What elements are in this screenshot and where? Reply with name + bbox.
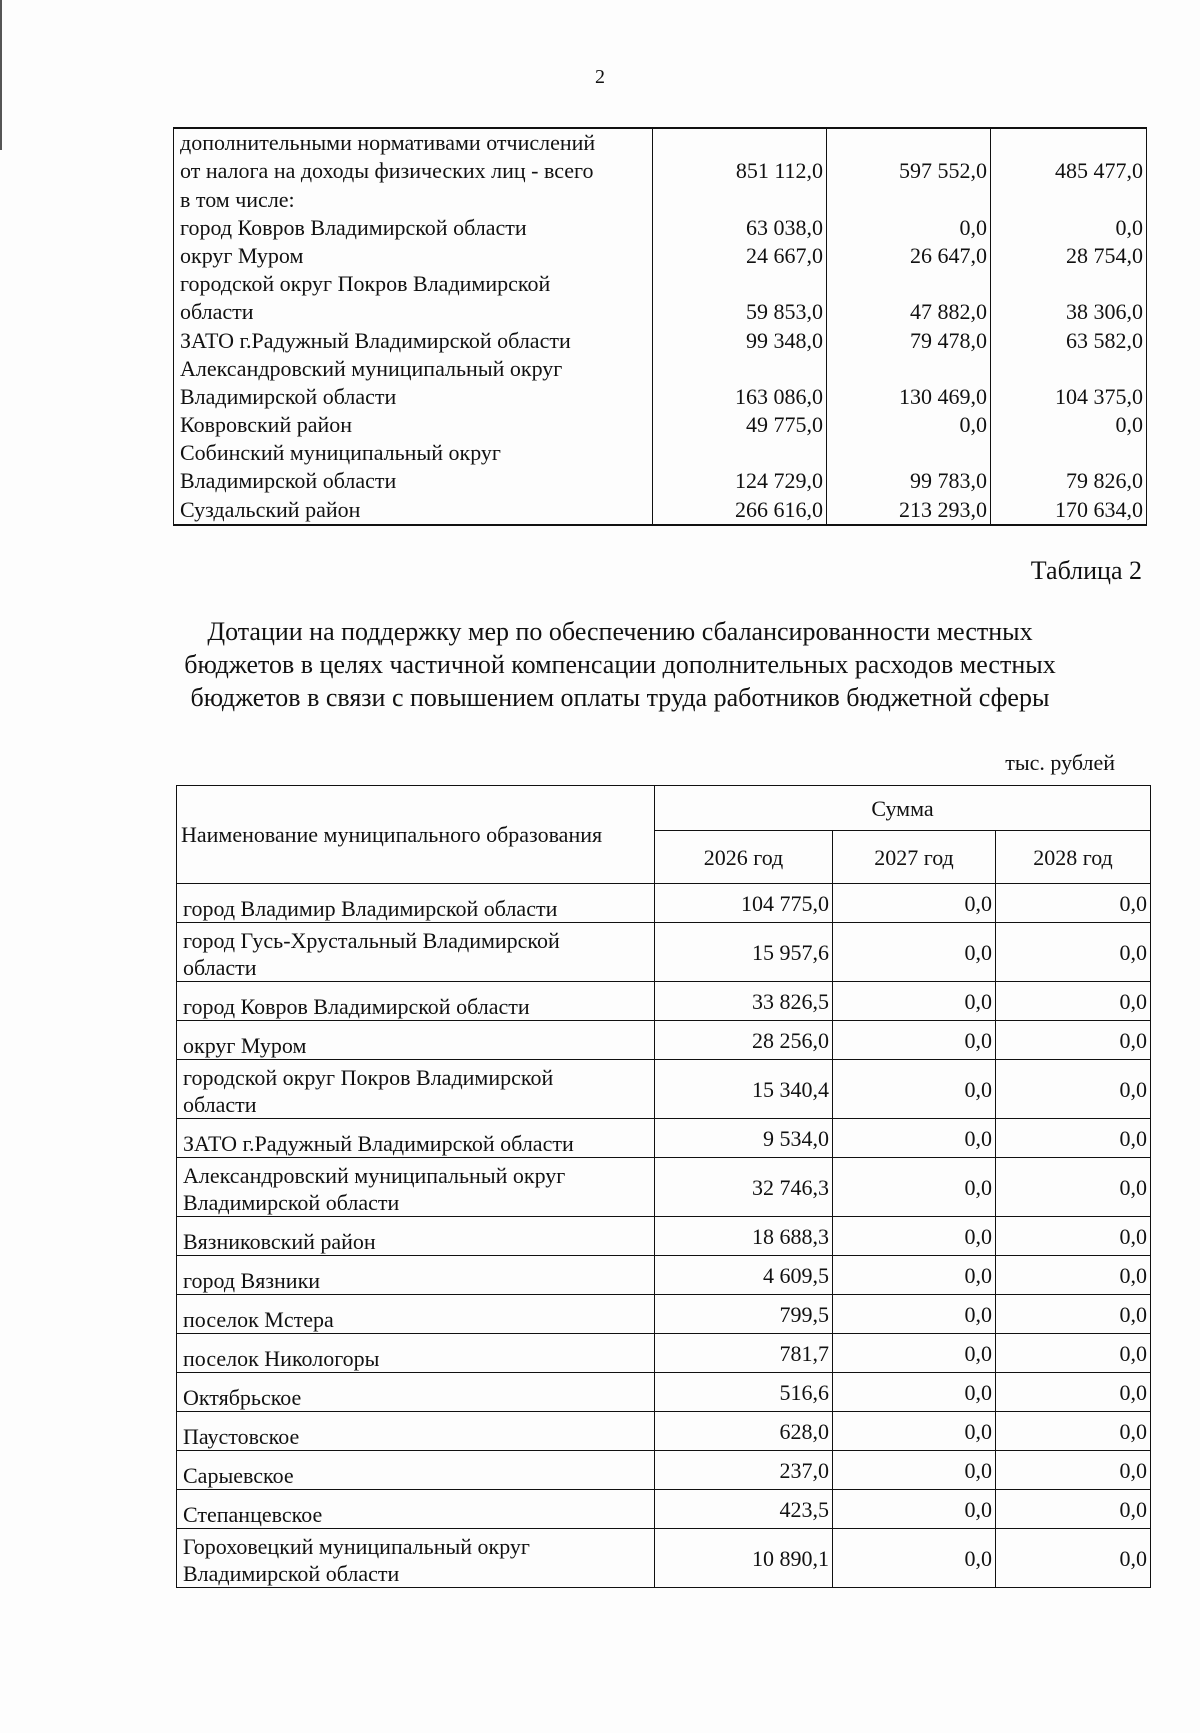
value-cell: 38 306,0	[991, 298, 1147, 326]
table-row	[174, 157, 1147, 185]
value-cell-2026: 4 609,5	[655, 1256, 833, 1295]
municipality-name-line: Вязниковский район	[183, 1229, 376, 1254]
table-row	[177, 1060, 1151, 1119]
value-cell	[991, 439, 1147, 467]
value-cell: 79 478,0	[827, 326, 991, 354]
municipality-name-cell	[177, 1060, 655, 1119]
value-cell-2028: 0,0	[996, 1217, 1151, 1256]
column-header-2026: 2026 год	[655, 831, 833, 884]
value-cell: 24 667,0	[653, 242, 827, 270]
value-cell-2027: 0,0	[833, 1158, 996, 1217]
table-row	[177, 923, 1151, 982]
value-cell-2027: 0,0	[833, 1256, 996, 1295]
table-2-title	[150, 615, 1090, 714]
table-row	[174, 270, 1147, 298]
value-cell-2028: 0,0	[996, 1412, 1151, 1451]
value-cell-2026: 32 746,3	[655, 1158, 833, 1217]
value-cell: 99 348,0	[653, 326, 827, 354]
municipality-name-cell	[177, 1451, 655, 1490]
table-row	[177, 884, 1151, 923]
table-row	[174, 298, 1147, 326]
value-cell	[991, 185, 1147, 213]
table-row	[177, 1451, 1151, 1490]
municipality-name-cell	[177, 982, 655, 1021]
value-cell: 163 086,0	[653, 383, 827, 411]
table-row	[177, 1412, 1151, 1451]
table-row	[177, 1217, 1151, 1256]
table-row	[174, 242, 1147, 270]
municipality-name-cell	[177, 1021, 655, 1060]
value-cell-2028: 0,0	[996, 884, 1151, 923]
table-row	[174, 383, 1147, 411]
value-cell-2027: 0,0	[833, 923, 996, 982]
value-cell: 213 293,0	[827, 495, 991, 524]
title-line: бюджетов в целях частичной компенсации дополнительных расходов местных	[184, 650, 1056, 679]
municipality-name-line: Александровский муниципальный округ	[183, 1163, 566, 1188]
value-cell-2026: 15 340,4	[655, 1060, 833, 1119]
value-cell-2028: 0,0	[996, 1119, 1151, 1158]
value-cell	[653, 185, 827, 213]
value-cell-2028: 0,0	[996, 1021, 1151, 1060]
municipality-name-cell	[177, 1158, 655, 1217]
value-cell: 124 729,0	[653, 467, 827, 495]
value-cell	[991, 355, 1147, 383]
row-name-cell: Суздальский район	[174, 495, 653, 524]
municipality-name-line: Паустовское	[183, 1424, 300, 1449]
municipality-name-line: ЗАТО г.Радужный Владимирской области	[183, 1131, 574, 1156]
value-cell-2026: 15 957,6	[655, 923, 833, 982]
table-row	[174, 467, 1147, 495]
value-cell: 0,0	[991, 214, 1147, 242]
column-header-sum: Сумма	[655, 786, 1151, 831]
table-row	[177, 1529, 1151, 1588]
value-cell-2028: 0,0	[996, 1060, 1151, 1119]
value-cell-2026: 516,6	[655, 1373, 833, 1412]
value-cell-2028: 0,0	[996, 982, 1151, 1021]
row-name-cell: от налога на доходы физических лиц - всего	[174, 157, 653, 185]
municipality-name-line: поселок Никологоры	[183, 1346, 380, 1371]
row-name-cell: городской округ Покров Владимирской	[174, 270, 653, 298]
value-cell: 28 754,0	[991, 242, 1147, 270]
value-cell-2027: 0,0	[833, 982, 996, 1021]
table-row	[177, 1295, 1151, 1334]
municipality-name-line: Степанцевское	[183, 1502, 323, 1527]
value-cell-2028: 0,0	[996, 1158, 1151, 1217]
municipality-name-line: город Владимир Владимирской области	[183, 896, 558, 921]
row-name-cell: Александровский муниципальный округ	[174, 355, 653, 383]
column-header-2028: 2028 год	[996, 831, 1151, 884]
row-name-cell: Владимирской области	[174, 383, 653, 411]
municipality-name-line: город Вязники	[183, 1268, 321, 1293]
row-name-cell: дополнительными нормативами отчислений	[174, 128, 653, 157]
value-cell-2028: 0,0	[996, 1529, 1151, 1588]
column-header-name: Наименование муниципального образования	[177, 786, 655, 884]
value-cell-2026: 799,5	[655, 1295, 833, 1334]
value-cell	[827, 128, 991, 157]
value-cell: 99 783,0	[827, 467, 991, 495]
table-row	[177, 1158, 1151, 1217]
municipality-name-line: Сарыевское	[183, 1463, 294, 1488]
table-2-label: Таблица 2	[1030, 556, 1142, 585]
value-cell-2027: 0,0	[833, 1490, 996, 1529]
value-cell-2027: 0,0	[833, 1529, 996, 1588]
value-cell-2026: 237,0	[655, 1451, 833, 1490]
value-cell-2027: 0,0	[833, 1373, 996, 1412]
title-line: бюджетов в связи с повышением оплаты труда работников бюджетной сферы	[190, 683, 1050, 712]
table-row	[177, 1373, 1151, 1412]
table-row	[174, 214, 1147, 242]
value-cell: 170 634,0	[991, 495, 1147, 524]
table-row	[177, 1021, 1151, 1060]
value-cell: 59 853,0	[653, 298, 827, 326]
municipality-name-line: области	[183, 955, 257, 980]
municipality-name-cell	[177, 1334, 655, 1373]
table-row	[174, 326, 1147, 354]
municipality-name-line: город Ковров Владимирской области	[183, 994, 530, 1019]
municipality-name-line: Владимирской области	[183, 1561, 400, 1586]
municipality-name-line: Владимирской области	[183, 1190, 400, 1215]
table-row	[174, 495, 1147, 524]
value-cell	[991, 270, 1147, 298]
value-cell-2027: 0,0	[833, 1119, 996, 1158]
table-row	[174, 439, 1147, 467]
municipality-name-cell	[177, 1217, 655, 1256]
table-row	[174, 128, 1147, 157]
value-cell-2028: 0,0	[996, 923, 1151, 982]
value-cell	[827, 270, 991, 298]
municipality-name-cell	[177, 1529, 655, 1588]
value-cell: 104 375,0	[991, 383, 1147, 411]
value-cell: 266 616,0	[653, 495, 827, 524]
municipality-name-line: город Гусь-Хрустальный Владимирской	[183, 928, 560, 953]
municipality-name-line: области	[183, 1092, 257, 1117]
row-name-cell: округ Муром	[174, 242, 653, 270]
value-cell: 485 477,0	[991, 157, 1147, 185]
municipality-name-cell	[177, 1256, 655, 1295]
municipality-name-cell	[177, 884, 655, 923]
row-name-cell: Владимирской области	[174, 467, 653, 495]
value-cell-2027: 0,0	[833, 1021, 996, 1060]
units-label: тыс. рублей	[1005, 750, 1115, 775]
value-cell: 0,0	[827, 411, 991, 439]
value-cell-2026: 9 534,0	[655, 1119, 833, 1158]
value-cell	[827, 355, 991, 383]
value-cell-2026: 423,5	[655, 1490, 833, 1529]
row-name-cell: области	[174, 298, 653, 326]
table-row	[177, 1490, 1151, 1529]
value-cell: 851 112,0	[653, 157, 827, 185]
value-cell	[653, 270, 827, 298]
value-cell: 79 826,0	[991, 467, 1147, 495]
municipality-name-cell	[177, 1373, 655, 1412]
table-row	[174, 355, 1147, 383]
municipality-name-cell	[177, 1490, 655, 1529]
value-cell-2027: 0,0	[833, 1217, 996, 1256]
municipality-name-cell	[177, 923, 655, 982]
title-line: Дотации на поддержку мер по обеспечению сбалансированности местных	[207, 617, 1033, 646]
municipality-name-cell	[177, 1119, 655, 1158]
value-cell-2026: 18 688,3	[655, 1217, 833, 1256]
value-cell-2027: 0,0	[833, 1451, 996, 1490]
value-cell: 0,0	[991, 411, 1147, 439]
table-row	[177, 1256, 1151, 1295]
value-cell: 63 582,0	[991, 326, 1147, 354]
table-2	[176, 785, 1151, 1588]
table-row	[174, 185, 1147, 213]
value-cell: 597 552,0	[827, 157, 991, 185]
table-1-continuation	[173, 127, 1147, 526]
row-name-cell: ЗАТО г.Радужный Владимирской области	[174, 326, 653, 354]
value-cell: 47 882,0	[827, 298, 991, 326]
value-cell-2028: 0,0	[996, 1334, 1151, 1373]
value-cell-2027: 0,0	[833, 1295, 996, 1334]
value-cell: 26 647,0	[827, 242, 991, 270]
row-name-cell: Ковровский район	[174, 411, 653, 439]
value-cell	[827, 439, 991, 467]
value-cell-2028: 0,0	[996, 1451, 1151, 1490]
value-cell: 0,0	[827, 214, 991, 242]
municipality-name-cell	[177, 1295, 655, 1334]
value-cell-2026: 628,0	[655, 1412, 833, 1451]
column-header-2027: 2027 год	[833, 831, 996, 884]
table-row	[177, 982, 1151, 1021]
municipality-name-line: Октябрьское	[183, 1385, 302, 1410]
row-name-cell: в том числе:	[174, 185, 653, 213]
value-cell-2026: 10 890,1	[655, 1529, 833, 1588]
value-cell-2028: 0,0	[996, 1256, 1151, 1295]
municipality-name-line: Гороховецкий муниципальный округ	[183, 1534, 530, 1559]
value-cell	[991, 128, 1147, 157]
value-cell: 63 038,0	[653, 214, 827, 242]
municipality-name-line: городской округ Покров Владимирской	[183, 1065, 554, 1090]
value-cell: 49 775,0	[653, 411, 827, 439]
table-row	[177, 1334, 1151, 1373]
value-cell-2027: 0,0	[833, 1060, 996, 1119]
row-name-cell: Собинский муниципальный округ	[174, 439, 653, 467]
value-cell	[653, 355, 827, 383]
value-cell	[827, 185, 991, 213]
value-cell-2026: 781,7	[655, 1334, 833, 1373]
value-cell-2027: 0,0	[833, 884, 996, 923]
value-cell-2028: 0,0	[996, 1295, 1151, 1334]
value-cell	[653, 128, 827, 157]
table-row	[174, 411, 1147, 439]
page-number: 2	[595, 66, 605, 88]
municipality-name-line: поселок Мстера	[183, 1307, 334, 1332]
value-cell-2026: 33 826,5	[655, 982, 833, 1021]
value-cell-2028: 0,0	[996, 1373, 1151, 1412]
value-cell-2027: 0,0	[833, 1334, 996, 1373]
row-name-cell: город Ковров Владимирской области	[174, 214, 653, 242]
value-cell-2027: 0,0	[833, 1412, 996, 1451]
value-cell: 130 469,0	[827, 383, 991, 411]
municipality-name-cell	[177, 1412, 655, 1451]
value-cell-2026: 28 256,0	[655, 1021, 833, 1060]
value-cell-2028: 0,0	[996, 1490, 1151, 1529]
value-cell	[653, 439, 827, 467]
table-row	[177, 1119, 1151, 1158]
value-cell-2026: 104 775,0	[655, 884, 833, 923]
municipality-name-line: округ Муром	[183, 1033, 307, 1058]
